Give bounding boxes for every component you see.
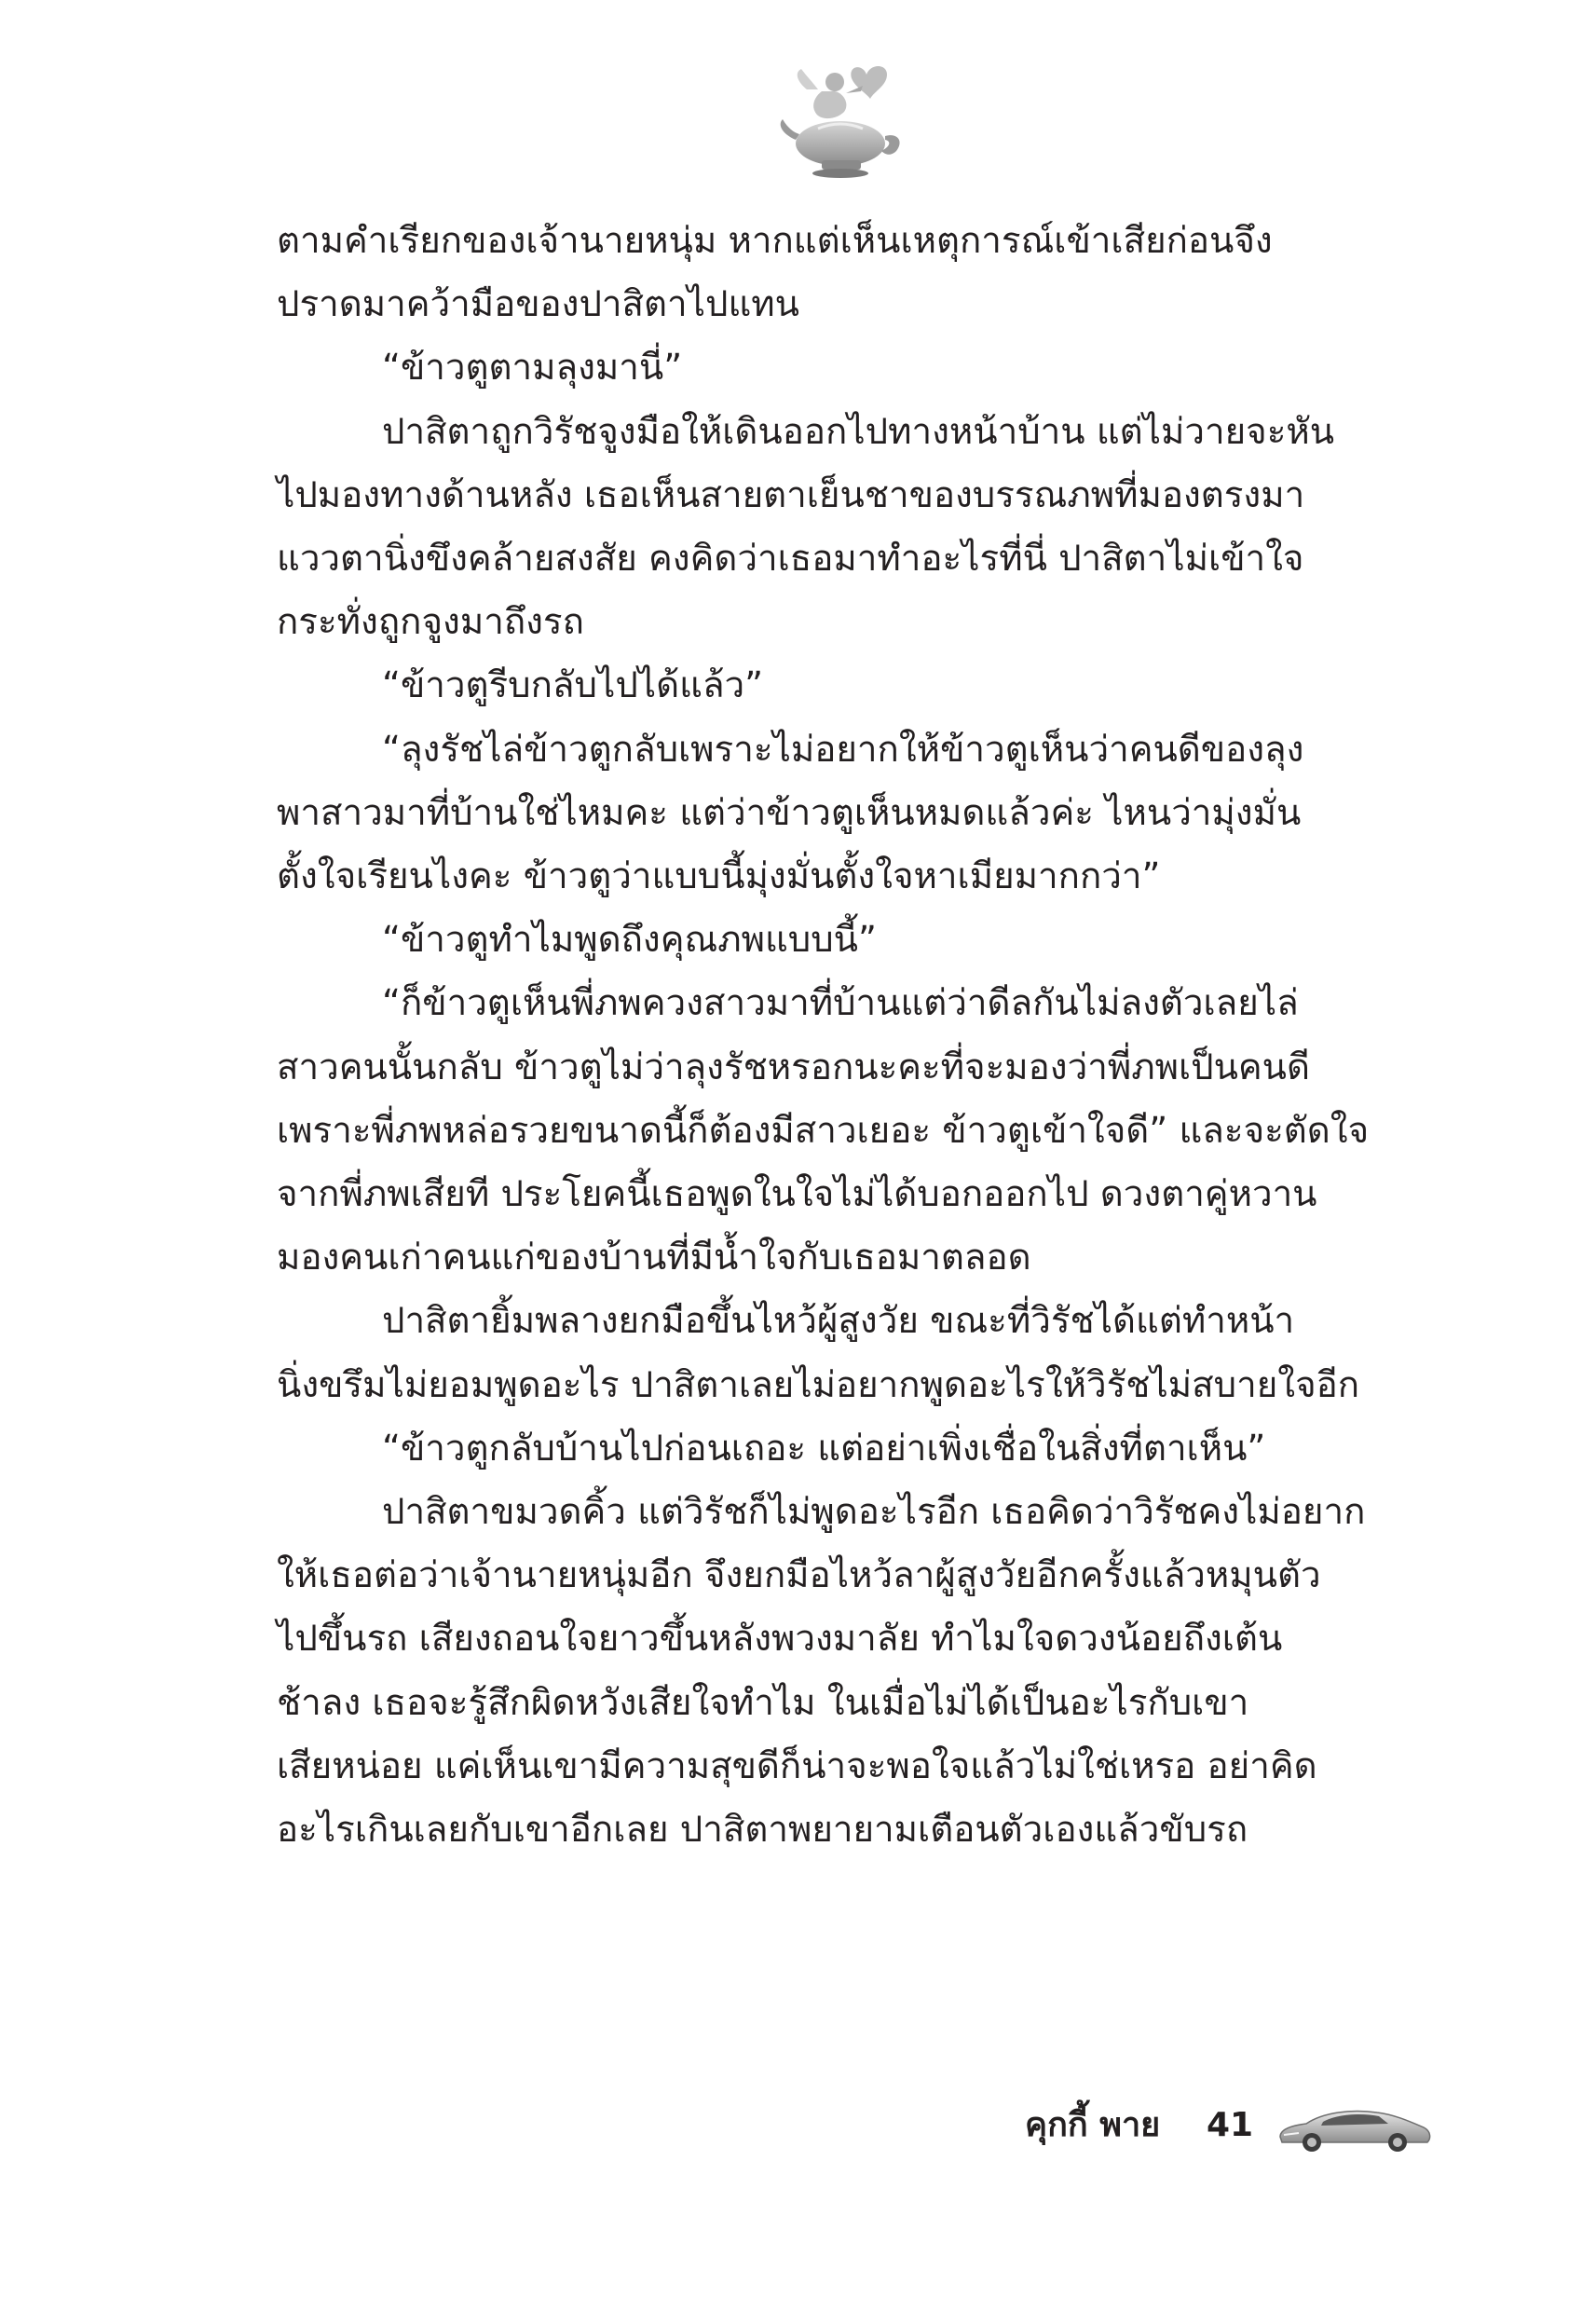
paragraph: ปาสิตายิ้มพลางยกมือขึ้นไหว้ผู้สูงวัย ขณะที่วิรัชได้แต่ทำหน้า นิ่งขรึมไม่ยอมพูดอะไร ปาสิตาเลยไม่อยากพูดอะไรให้วิรัชไม่สบายใจอีก — [277, 1300, 1360, 1406]
paragraph: “ก็ข้าวตูเห็นพี่ภพควงสาวมาที่บ้านแต่ว่าดีลกันไม่ลงตัวเลยไล่ สาวคนนั้นกลับ ข้าวตูไม่ว่าลุงรัชหรอกนะคะที่จะมองว่าพี่ภพเป็นคนดี เพราะพี่ภพหล่อรวยขนาดนี้ก็ต้องมีสาวเยอะ ข้าวตูเข้าใจดี” และจะตัดใจ จากพี่ภพเสียที ประโยคนี้เธอพูดในใจไม่ได้บอกออกไป ดวงตาคู่หวาน มองคนเก่าคนแก่ของบ้านที่มีน้ำใจกับเธอมาตลอด — [277, 982, 1370, 1279]
paragraph: “ข้าวตูกลับบ้านไปก่อนเถอะ แต่อย่าเพิ่งเชื่อในสิ่งที่ตาเห็น” — [382, 1427, 1266, 1470]
paragraph: “ข้าวตูรีบกลับไปได้แล้ว” — [382, 664, 764, 707]
paragraph: ตามคำเรียกของเจ้านายหนุ่ม หากแต่เห็นเหตุการณ์เข้าเสียก่อนจึง ปราดมาคว้ามือของปาสิตาไปแทน — [277, 220, 1273, 326]
cupid-teapot-ornament-icon — [770, 54, 909, 185]
sports-car-icon — [1275, 2101, 1435, 2154]
paragraph: ปาสิตาขมวดคิ้ว แต่วิรัชก็ไม่พูดอะไรอีก เธอคิดว่าวิรัชคงไม่อยาก ให้เธอต่อว่าเจ้านายหนุ่มอีก จึงยกมือไหว้ลาผู้สูงวัยอีกครั้งแล้วหมุนตัว ไปขึ้นรถ เสียงถอนใจยาวขึ้นหลังพวงมาลัย ทำไมใจดวงน้อยถึงเต้น ช้าลง เธอจะรู้สึกผิดหวังเสียใจทำไม ในเมื่อไม่ได้เป็นอะไรกับเขา เสียหน่อย แค่เห็นเขามีความสุขดีก็น่าจะพอใจแล้วไม่ใช่เหรอ อย่าคิด อะไรเกินเลยกับเขาอีกเลย ปาสิตาพยายามเตือนตัวเองแล้วขับรถ — [277, 1491, 1366, 1852]
paragraph: “ข้าวตูตามลุงมานี่” — [382, 347, 683, 390]
paragraph: “ข้าวตูทำไมพูดถึงคุณภพแบบนี้” — [382, 919, 877, 962]
paragraph: ปาสิตาถูกวิรัชจูงมือให้เดินออกไปทางหน้าบ้าน แต่ไม่วายจะหัน ไปมองทางด้านหลัง เธอเห็นสายตาเย็นชาของบรรณภพที่มองตรงมา แววตานิ่งขึงคล้ายสงสัย คงคิดว่าเธอมาทำอะไรที่นี่ ปาสิตาไม่เข้าใจ กระทั่งถูกจูงมาถึงรถ — [277, 410, 1335, 644]
paragraph: “ลุงรัชไล่ข้าวตูกลับเพราะไม่อยากให้ข้าวตูเห็นว่าคนดีของลุง พาสาวมาที่บ้านใช่ไหมคะ แต่ว่าข้าวตูเห็นหมดแล้วค่ะ ไหนว่ามุ่งมั่น ตั้งใจเรียนไงคะ ข้าวตูว่าแบบนี้มุ่งมั่นตั้งใจหาเมียมากกว่า” — [277, 728, 1304, 898]
page-number: 41 — [1207, 2106, 1254, 2144]
body-text — [277, 210, 1423, 1862]
page-footer — [1025, 2101, 1453, 2157]
book-title: คุกกี้ พาย — [1025, 2106, 1161, 2144]
